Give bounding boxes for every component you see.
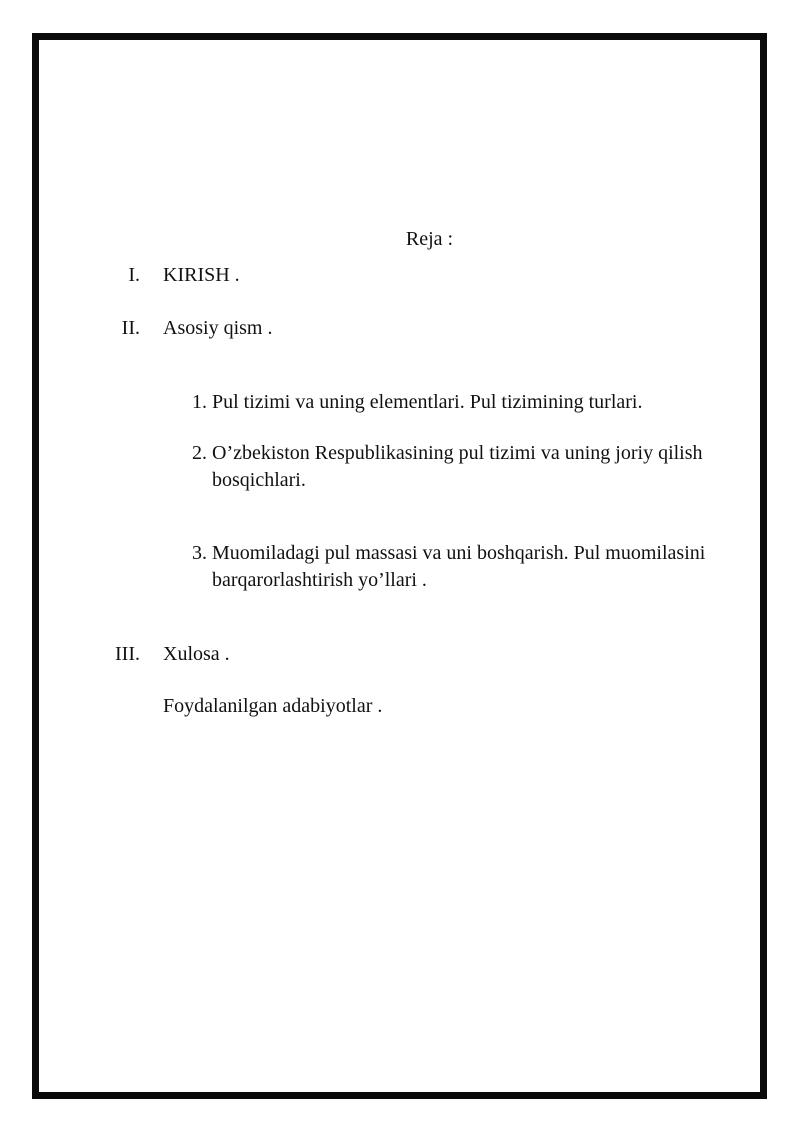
subsection-number-3: 3. [192, 542, 207, 564]
subsection-line-3-1: Muomiladagi pul massasi va uni boshqarish. Pul muomilasini [212, 542, 706, 564]
section-numeral-1: I. [128, 264, 140, 286]
section-label-main-part: Asosiy qism . [163, 317, 273, 339]
subsection-line-3-2: barqarorlashtirish yo’llari . [212, 569, 427, 591]
section-label-conclusion: Xulosa . [163, 643, 230, 665]
subsection-line-2-1: O’zbekiston Respublikasining pul tizimi va uning joriy qilish [212, 442, 703, 464]
references-label: Foydalanilgan adabiyotlar . [163, 695, 383, 717]
section-numeral-3: III. [115, 643, 140, 665]
subsection-line-1-1: Pul tizimi va uning elementlari. Pul tizimining turlari. [212, 391, 643, 413]
subsection-number-1: 1. [192, 391, 207, 413]
section-numeral-2: II. [121, 317, 140, 339]
section-label-introduction: KIRISH . [163, 264, 240, 286]
subsection-number-2: 2. [192, 442, 207, 464]
plan-title: Reja : [405, 228, 454, 250]
subsection-line-2-2: bosqichlari. [212, 469, 306, 491]
